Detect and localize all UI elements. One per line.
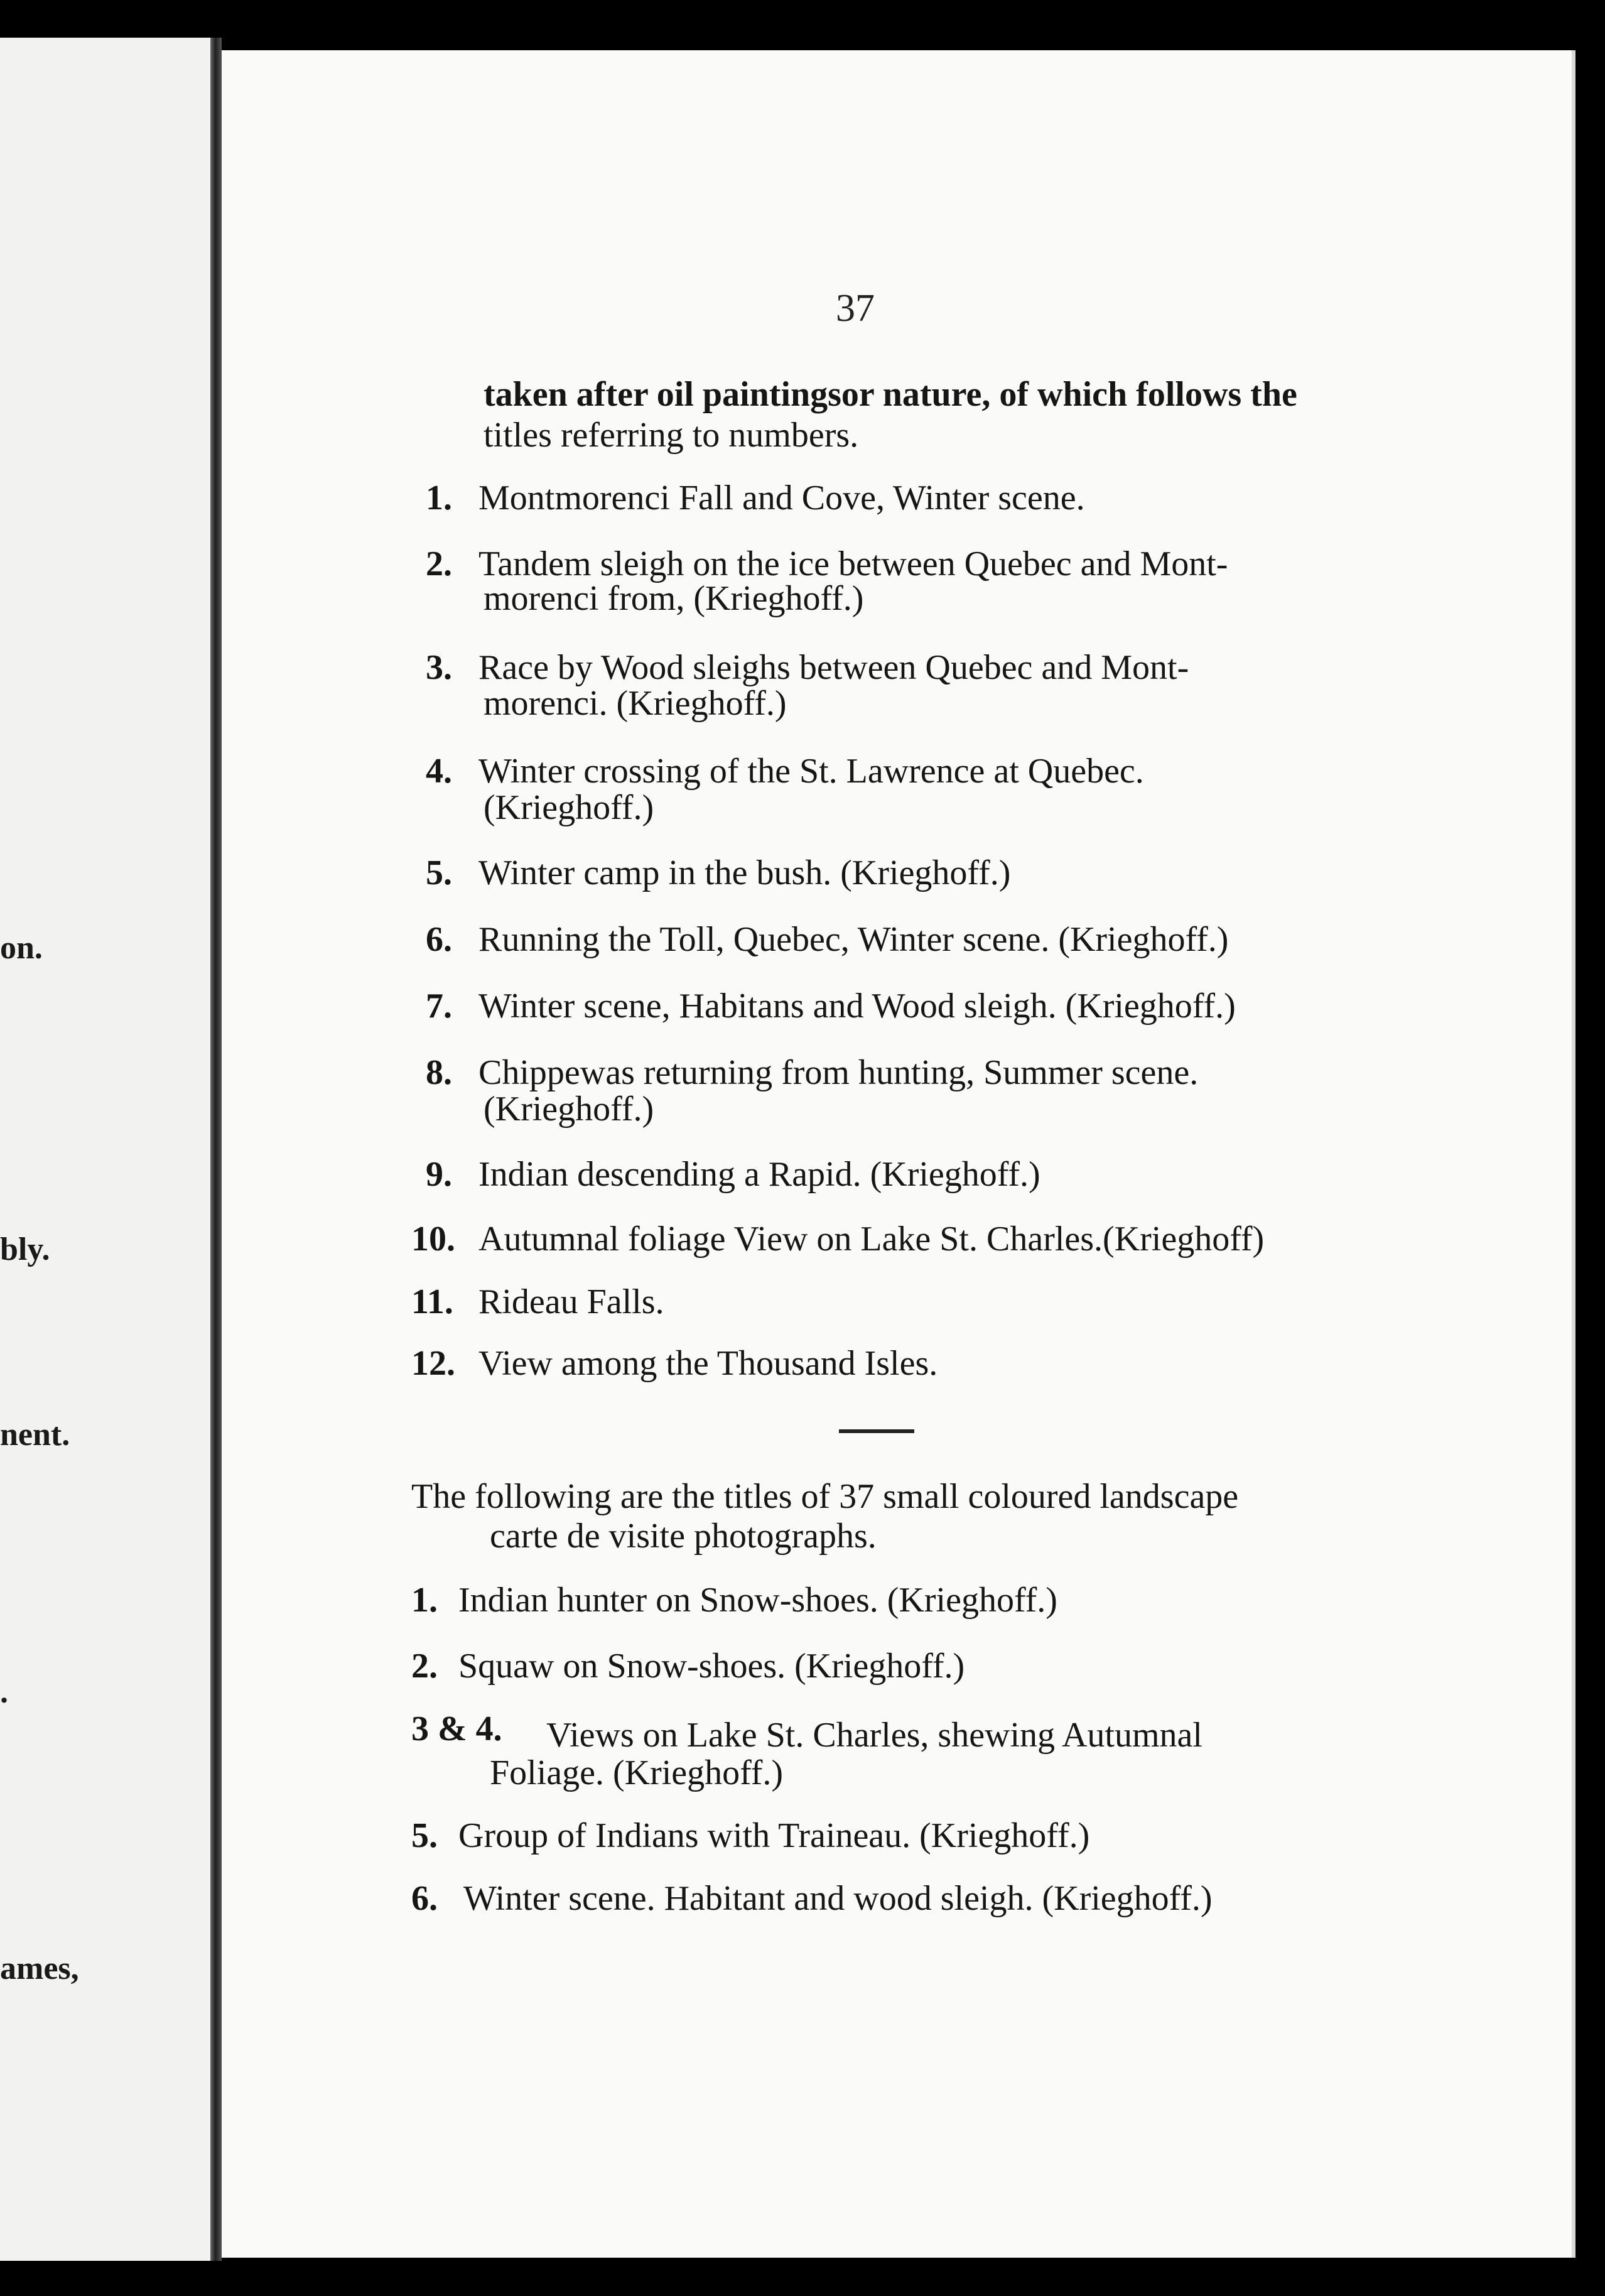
section-heading-line: carte de visite photographs. xyxy=(490,1517,877,1556)
item-text: Autumnal foliage View on Lake St. Charles.(Krieghoff) xyxy=(478,1220,1265,1259)
facing-page-fragment: . xyxy=(0,1674,8,1710)
item-number: 1. xyxy=(411,1581,438,1620)
section-heading-line: The following are the titles of 37 small coloured landscape xyxy=(411,1477,1239,1516)
book-gutter xyxy=(210,38,222,2261)
item-text: Chippewas returning from hunting, Summer scene. xyxy=(478,1053,1199,1092)
item-text: Rideau Falls. xyxy=(478,1282,664,1321)
item-text: morenci from, (Krieghoff.) xyxy=(484,579,864,618)
item-text: Winter scene, Habitans and Wood sleigh. (Krieghoff.) xyxy=(478,987,1236,1026)
scan-border-right xyxy=(1575,63,1605,2261)
item-text: Montmorenci Fall and Cove, Winter scene. xyxy=(478,479,1085,517)
item-text: Race by Wood sleighs between Quebec and Mont- xyxy=(478,648,1189,687)
item-number: 6. xyxy=(411,1879,438,1918)
item-text: (Krieghoff.) xyxy=(484,788,654,827)
facing-page-fragment: bly. xyxy=(0,1232,50,1267)
scan-border-top xyxy=(0,0,1605,38)
item-number: 5. xyxy=(426,853,452,892)
item-text: (Krieghoff.) xyxy=(484,1090,654,1129)
item-number: 8. xyxy=(426,1053,452,1092)
item-number: 4. xyxy=(426,752,452,791)
item-text: Winter crossing of the St. Lawrence at Quebec. xyxy=(478,752,1144,791)
item-number: 12. xyxy=(411,1344,455,1383)
item-number: 10. xyxy=(411,1220,455,1259)
item-text: morenci. (Krieghoff.) xyxy=(484,684,787,723)
item-text: Tandem sleigh on the ice between Quebec and Mont- xyxy=(478,544,1228,583)
intro-line: taken after oil paintingsor nature, of which follows the xyxy=(484,375,1297,414)
item-text: Views on Lake St. Charles, shewing Autumnal xyxy=(546,1716,1202,1755)
item-text: Squaw on Snow-shoes. (Krieghoff.) xyxy=(458,1647,965,1686)
item-text: Running the Toll, Quebec, Winter scene. (Krieghoff.) xyxy=(478,920,1229,959)
item-number: 1. xyxy=(426,479,452,517)
item-text: Indian hunter on Snow-shoes. (Krieghoff.) xyxy=(458,1581,1057,1620)
item-number: 3 & 4. xyxy=(411,1709,502,1748)
intro-line: titles referring to numbers. xyxy=(484,416,859,455)
scan-border-bottom xyxy=(0,2261,1605,2296)
facing-page-fragment: nent. xyxy=(0,1417,70,1453)
item-text: View among the Thousand Isles. xyxy=(478,1344,938,1383)
item-number: 11. xyxy=(411,1282,453,1321)
item-number: 7. xyxy=(426,987,452,1026)
section-divider xyxy=(839,1429,914,1433)
item-text: Foliage. (Krieghoff.) xyxy=(490,1753,784,1792)
item-number: 2. xyxy=(411,1647,438,1686)
item-text: Group of Indians with Traineau. (Krieghoff.) xyxy=(458,1816,1090,1855)
item-text: Winter camp in the bush. (Krieghoff.) xyxy=(478,853,1011,892)
item-number: 9. xyxy=(426,1155,452,1194)
facing-page-fragment: on. xyxy=(0,930,43,966)
item-number: 5. xyxy=(411,1816,438,1855)
page-number: 37 xyxy=(836,287,875,330)
item-number: 3. xyxy=(426,648,452,687)
item-text: Indian descending a Rapid. (Krieghoff.) xyxy=(478,1155,1040,1194)
facing-page-fragment: ames, xyxy=(0,1951,79,1986)
facing-page xyxy=(0,38,210,2261)
item-text: Winter scene. Habitant and wood sleigh. (Krieghoff.) xyxy=(463,1879,1213,1918)
item-number: 6. xyxy=(426,920,452,959)
item-number: 2. xyxy=(426,544,452,583)
